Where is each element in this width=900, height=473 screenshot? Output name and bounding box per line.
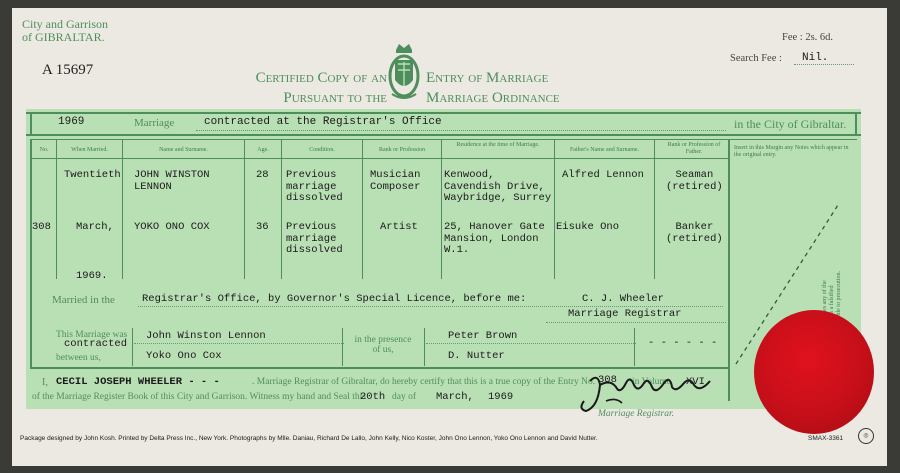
royal-crest-icon <box>386 42 422 104</box>
cert-day-of: day of <box>392 392 417 402</box>
bride-father-rank: Banker (retired) <box>666 221 723 245</box>
certificate-sheet <box>12 8 887 466</box>
cert-registrar-name: CECIL JOSEPH WHEELER - - - <box>56 376 220 388</box>
married-in-label: Married in the <box>52 294 115 306</box>
date-year: 1969. <box>76 270 108 282</box>
contracted-label-2: between us, <box>56 353 101 363</box>
form-panel <box>26 109 861 419</box>
date-month: March, <box>76 221 114 233</box>
cert-year: 1969 <box>488 391 514 403</box>
cert-in-volume: in Volume <box>632 377 671 387</box>
cert-month: March, <box>436 391 474 403</box>
catalog-number: SMAX-3361 <box>808 435 844 442</box>
signature-title: Marriage Registrar. <box>598 409 674 419</box>
col-header-no: No. <box>39 147 49 153</box>
date-day: Twentieth <box>64 169 121 181</box>
presence-label <box>348 335 418 355</box>
entry-year: 1969 <box>58 116 85 128</box>
cert-volume: XVI <box>686 376 705 388</box>
margin-notes-header: Insert in this Margin any Notes which appear in the original entry. <box>734 145 849 158</box>
presence-label-1: in the presence <box>354 335 412 345</box>
bride-profession: Artist <box>380 221 418 233</box>
col-header-age: Age. <box>257 147 269 153</box>
marriage-place: contracted at the Registrar's Office <box>204 116 442 128</box>
col-header-father-rank: Rank or Profession of Father. <box>667 142 721 155</box>
col-header-when: When Married. <box>71 147 108 153</box>
col-header-name: Name and Surname. <box>159 147 208 153</box>
cert-text-2: of the Marriage Register Book of this City and Garrison. Witness my hand and Seal this <box>32 392 366 402</box>
marriage-label: Marriage <box>134 117 175 129</box>
cert-i: I, <box>42 377 48 388</box>
groom-name: JOHN WINSTON LENNON <box>134 169 210 193</box>
groom-profession: Musician Composer <box>370 169 421 193</box>
title-right-line-2: Marriage Ordinance <box>426 90 560 106</box>
registrar-title: Marriage Registrar <box>568 308 682 320</box>
groom-father-rank: Seaman (retired) <box>666 169 723 193</box>
title-left <box>212 68 387 108</box>
bride-condition: Previous marriage dissolved <box>286 221 343 256</box>
bride-age: 36 <box>256 221 269 233</box>
entry-number: 308 <box>32 221 51 233</box>
registrar-name: C. J. Wheeler <box>582 293 664 305</box>
title-right-line-1: Entry of Marriage <box>426 70 549 86</box>
party-1: John Winston Lennon <box>146 330 266 342</box>
title-left-line-2: Pursuant to the <box>283 90 387 106</box>
col-header-father: Father's Name and Surname. <box>569 147 640 153</box>
col-header-condition: Condition. <box>309 147 335 153</box>
serial-number: A 15697 <box>42 62 94 78</box>
search-fee-value: Nil. <box>802 52 829 64</box>
cert-entry-no: 308 <box>598 374 617 386</box>
wax-seal <box>754 310 874 434</box>
fee: Fee : 2s. 6d. <box>782 32 834 43</box>
bride-father: Eisuke Ono <box>556 221 620 233</box>
place-heading <box>22 18 108 44</box>
cert-day: 20th <box>360 391 386 403</box>
search-fee-label: Search Fee : <box>730 53 782 64</box>
contracted-label-1: This Marriage was <box>56 330 128 340</box>
party-2: Yoko Ono Cox <box>146 350 222 362</box>
cert-text-1: . Marriage Registrar of Gibraltar, do hereby certify that this is a true copy of the Entry No. <box>252 377 596 387</box>
place-line-1: City and Garrison <box>22 17 108 31</box>
bride-residence: 25, Hanover Gate Mansion, London W.1. <box>444 221 545 256</box>
contracted-value: contracted <box>64 338 128 350</box>
witness-1: Peter Brown <box>448 330 518 342</box>
record-label-icon: ◎ <box>858 428 874 444</box>
col-header-residence: Residence at the time of Marriage. <box>456 142 540 148</box>
groom-condition: Previous marriage dissolved <box>286 169 343 204</box>
title-left-line-1: Certified Copy of an <box>255 70 387 86</box>
presence-label-2: of us, <box>372 345 394 355</box>
title-right <box>426 68 560 108</box>
groom-father: Alfred Lennon <box>562 169 644 181</box>
married-in-text: Registrar's Office, by Governor's Special Licence, before me: <box>142 293 527 305</box>
witness-2: D. Nutter <box>448 350 505 362</box>
col-header-profession: Rank or Profession <box>379 147 425 153</box>
groom-age: 28 <box>256 169 269 181</box>
bride-name: YOKO ONO COX <box>134 221 210 233</box>
city-label: in the City of Gibraltar. <box>734 117 847 131</box>
blank-dashes: - - - - - - <box>648 337 718 349</box>
groom-residence: Kenwood, Cavendish Drive, Waybridge, Surrey <box>444 169 552 204</box>
footer-credits: Package designed by John Kosh. Printed by Delta Press Inc., New York. Photographs by Mlle. Daniau, Richard De Lallo, John Kelly, Nico Koster, John Ono Lennon, Yoko Ono Lennon and David Nutter. <box>20 435 598 442</box>
place-line-2: of GIBRALTAR. <box>22 30 105 44</box>
